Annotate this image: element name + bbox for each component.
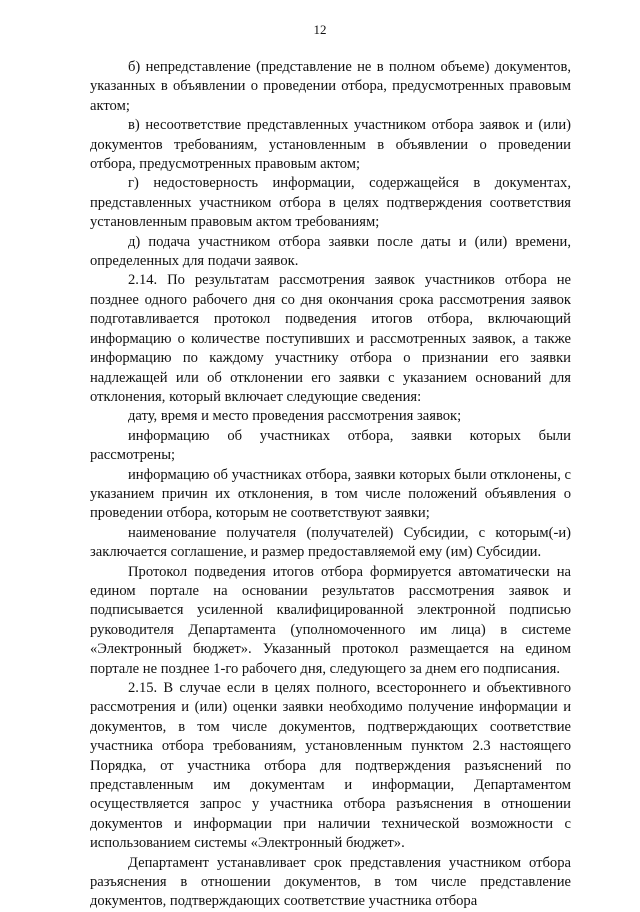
paragraph-item-d: д) подача участником отбора заявки после даты и (или) времени, определенных для подачи заявок. [90, 233, 571, 270]
paragraph-clause-2-14: 2.14. По результатам рассмотрения заявок участников отбора не позднее одного рабочего дня со дня окончания срока рассмотрения заявок подготавливается протокол подведения итогов отбора, включающий информацию о количестве поступивших и рассмотренных заявок, а также информацию по каждому участнику отбора о признании его заявки надлежащей или об отклонении его заявки с указанием оснований для отклонения, который включает следующие сведения: [90, 272, 571, 405]
paragraph-info-reviewed: информацию об участниках отбора, заявки которых были рассмотрены; [90, 427, 571, 464]
paragraph-info-recipient: наименование получателя (получателей) Субсидии, с которым(-и) заключается соглашение, и размер предоставляемой ему (им) Субсидии. [90, 524, 571, 561]
paragraph-deadline: Департамент устанавливает срок представления участником отбора разъяснения в отношении документов, в том числе представление документов, подтверждающих соответствие участника отбора [90, 854, 571, 910]
paragraph-item-v: в) несоответствие представленных участником отбора заявок и (или) документов требованиям, установленным в объявлении о проведении отбора, предусмотренных правовым актом; [90, 117, 571, 173]
paragraph-info-date: дату, время и место проведения рассмотрения заявок; [128, 408, 462, 425]
paragraph-item-b: б) непредставление (представление не в полном объеме) документов, указанных в объявлении о проведении отбора, предусмотренных правовым актом; [90, 59, 571, 114]
paragraph-info-rejected: информацию об участниках отбора, заявки которых были отклонены, с указанием причин их отклонения, в том числе положений объявления о проведении отбора, которым не соответствуют заявки; [90, 466, 571, 522]
paragraph-clause-2-15: 2.15. В случае если в целях полного, всестороннего и объективного рассмотрения и (или) оценки заявки необходимо получение информации и документов, в том числе документов, подтверждающих соответствие участника отбора требованиям, установленным пунктом 2.3 настоящего Порядка, от участника отбора для подтверждения разъяснений по представленным им документам и информации, Департаментом осуществляется запрос у участника отбора разъяснения в отношении документов и информации при наличии технической возможности с использованием системы «Электронный бюджет». [90, 680, 571, 852]
document-body [90, 58, 571, 912]
page-number: 12 [313, 22, 327, 37]
paragraph-protocol: Протокол подведения итогов отбора формируется автоматически на едином портале на основании результатов рассмотрения заявок и подписывается усиленной квалифицированной электронной подписью руководителя Департамента (уполномоченного им лица) в системе «Электронный бюджет». Указанный протокол размещается на едином портале не позднее 1-го рабочего дня, следующего за днем его подписания. [90, 563, 571, 677]
paragraph-item-g: г) недостоверность информации, содержащейся в документах, представленных участником отбора в целях подтверждения соответствия установленным правовым актом требованиям; [90, 175, 571, 231]
